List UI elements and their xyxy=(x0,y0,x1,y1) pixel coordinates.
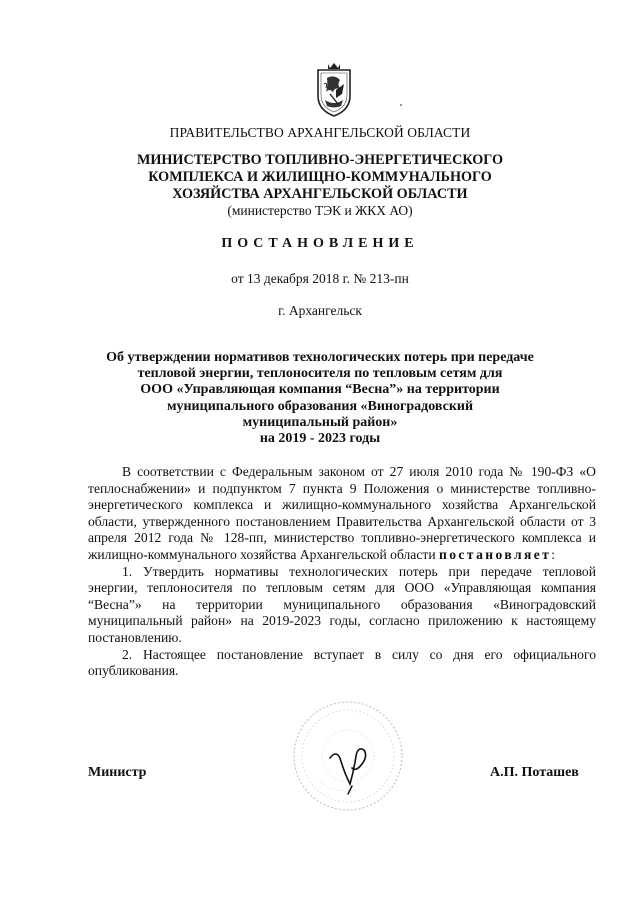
decree-body xyxy=(88,464,596,680)
ministry-short-name: (министерство ТЭК и ЖКХ АО) xyxy=(227,203,413,218)
signatory-name: А.П. Поташев xyxy=(490,765,579,780)
subject-line: на 2019 - 2023 годы xyxy=(259,431,381,447)
ministry-line: КОМПЛЕКСА И ЖИЛИЩНО-КОММУНАЛЬНОГО xyxy=(148,169,492,185)
subject-line: муниципального образования «Виноградовский xyxy=(166,398,474,414)
document-type: ПОСТАНОВЛЕНИЕ xyxy=(221,236,419,251)
intro-paragraph xyxy=(88,464,596,564)
ministry-line: ХОЗЯЙСТВА АРХАНГЕЛЬСКОЙ ОБЛАСТИ xyxy=(172,186,468,202)
date-and-number: от 13 декабря 2018 г. № 213-пн xyxy=(231,271,409,286)
intro-text: В соответствии с Федеральным законом от 27 июля 2010 года № 190-ФЗ «О теплоснабжении» и подпунктом 7 пункта 9 Положения о министерстве топливно-энергетического комплекса и жилищно-коммунального хозяйства Архангельской области, утвержденного постановлением Правительства Архангельской области от 3 апреля 2012 года № 128-пп, министерство топливно-энергетического комплекса и жилищно-коммунального хозяйства Архангельской области xyxy=(88,464,596,562)
ministry-line: МИНИСТЕРСТВО ТОПЛИВНО-ЭНЕРГЕТИЧЕСКОГО xyxy=(136,152,504,168)
scan-speck xyxy=(400,104,402,106)
government-name: ПРАВИТЕЛЬСТВО АРХАНГЕЛЬСКОЙ ОБЛАСТИ xyxy=(169,125,471,140)
subject-line: тепловой энергии, теплоносителя по тепловым сетям для xyxy=(137,366,503,382)
decides-punct: : xyxy=(551,546,556,562)
subject-line: ООО «Управляющая компания “Весна”» на территории xyxy=(140,382,500,398)
subject-line: муниципальный район» xyxy=(242,414,398,430)
item-1: 1. Утвердить нормативы технологических потерь при передаче тепловой энергии, теплоносителя по тепловым сетям для ООО «Управляющая компания “Весна”» на территории муниципального образования «Виноградовский муниципальный район» на 2019-2023 годы, согласно приложению к настоящему постановлению. xyxy=(88,563,596,645)
city: г. Архангельск xyxy=(278,303,362,318)
item-2: 2. Настоящее постановление вступает в силу со дня его официального опубликования. xyxy=(88,646,596,679)
decides-word: постановляет xyxy=(439,546,552,562)
decree-subject xyxy=(0,350,640,447)
ministry-name xyxy=(0,152,640,203)
handwritten-signature-icon xyxy=(290,698,406,814)
coat-of-arms-icon xyxy=(316,62,352,118)
subject-line: Об утверждении нормативов технологических потерь при передаче xyxy=(106,350,534,365)
signatory-position: Министр xyxy=(88,765,147,780)
